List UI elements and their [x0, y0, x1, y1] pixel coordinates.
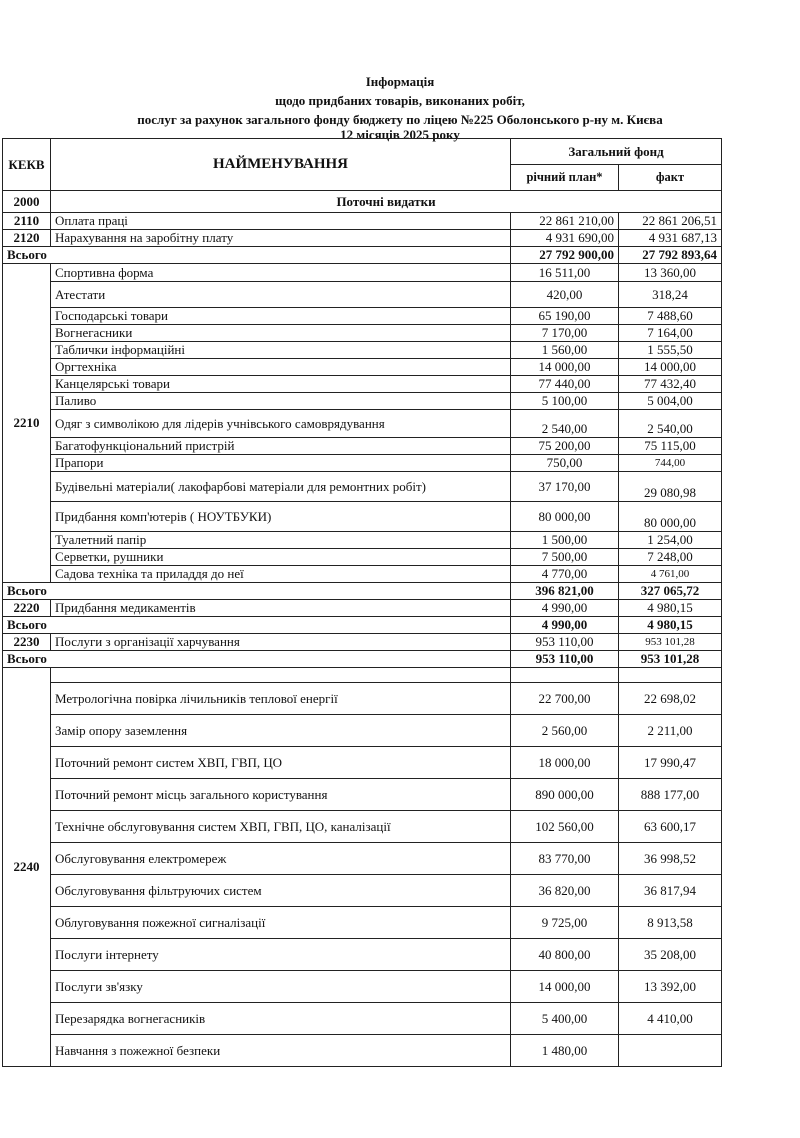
table-body [3, 139, 722, 1067]
table-row [3, 502, 722, 532]
fact-value: 13 360,00 [619, 264, 722, 282]
item-name: Послуги інтернету [51, 939, 511, 971]
fact-value: 5 004,00 [619, 393, 722, 410]
total-row [3, 651, 722, 668]
plan-value: 22 700,00 [511, 683, 619, 715]
heading-line-2: щодо придбаних товарів, виконаних робіт, [275, 93, 525, 108]
table-row [3, 308, 722, 325]
plan-value: 22 861 210,00 [511, 213, 619, 230]
item-name: Будівельні матеріали( лакофарбові матеріали для ремонтних робіт) [51, 472, 511, 502]
item-name: Придбання комп'ютерів ( НОУТБУКИ) [51, 502, 511, 532]
plan-value: 7 500,00 [511, 549, 619, 566]
fact-value: 63 600,17 [619, 811, 722, 843]
plan-value: 102 560,00 [511, 811, 619, 843]
fact-value [619, 668, 722, 683]
fact-value: 17 990,47 [619, 747, 722, 779]
item-name: Спортивна форма [51, 264, 511, 282]
plan-value: 37 170,00 [511, 472, 619, 502]
col-name-header: НАЙМЕНУВАННЯ [51, 139, 511, 191]
item-name: Канцелярські товари [51, 376, 511, 393]
table-row [3, 715, 722, 747]
heading-line-3: послуг за рахунок загального фонду бюджету по ліцею №225 Оболонського р-ну м. Києва [137, 112, 663, 127]
total-row [3, 583, 722, 600]
plan-value: 36 820,00 [511, 875, 619, 907]
total-fact: 4 980,15 [619, 617, 722, 634]
total-plan: 27 792 900,00 [511, 247, 619, 264]
fact-value: 75 115,00 [619, 438, 722, 455]
table-row [3, 325, 722, 342]
item-name: Метрологічна повірка лічильників теплової енергії [51, 683, 511, 715]
table-row [3, 907, 722, 939]
plan-value: 1 500,00 [511, 532, 619, 549]
item-name: Обслуговування фільтруючих систем [51, 875, 511, 907]
plan-value: 14 000,00 [511, 359, 619, 376]
kekv-code: 2120 [3, 230, 51, 247]
plan-value [511, 668, 619, 683]
table-row [3, 282, 722, 308]
total-row [3, 617, 722, 634]
kekv-code: 2110 [3, 213, 51, 230]
document-heading [0, 74, 800, 142]
col-kekv-header: КЕКВ [3, 139, 51, 191]
total-plan: 396 821,00 [511, 583, 619, 600]
table-row [3, 264, 722, 282]
plan-value: 890 000,00 [511, 779, 619, 811]
plan-value: 2 540,00 [511, 410, 619, 438]
section-title: Поточні видатки [51, 191, 722, 213]
fact-value: 2 211,00 [619, 715, 722, 747]
table-row [3, 376, 722, 393]
col-fund-header: Загальний фонд [511, 139, 722, 165]
fact-value: 77 432,40 [619, 376, 722, 393]
plan-value: 750,00 [511, 455, 619, 472]
fact-value: 36 817,94 [619, 875, 722, 907]
item-name: Послуги зв'язку [51, 971, 511, 1003]
plan-value: 65 190,00 [511, 308, 619, 325]
item-name: Багатофункціональний пристрій [51, 438, 511, 455]
item-name: Таблички інформаційні [51, 342, 511, 359]
kekv-code: 2220 [3, 600, 51, 617]
plan-value: 4 931 690,00 [511, 230, 619, 247]
total-fact: 327 065,72 [619, 583, 722, 600]
fact-value: 7 488,60 [619, 308, 722, 325]
item-name: Нарахування на заробітну плату [51, 230, 511, 247]
table-row [3, 532, 722, 549]
kekv-code: 2230 [3, 634, 51, 651]
item-name: Господарські товари [51, 308, 511, 325]
fact-value: 4 980,15 [619, 600, 722, 617]
total-fact: 953 101,28 [619, 651, 722, 668]
table-row [3, 668, 722, 683]
table-row [3, 438, 722, 455]
total-plan: 4 990,00 [511, 617, 619, 634]
plan-value: 420,00 [511, 282, 619, 308]
fact-value: 953 101,28 [619, 634, 722, 651]
kekv-code: 2210 [3, 264, 51, 583]
plan-value: 4 990,00 [511, 600, 619, 617]
item-name: Поточний ремонт місць загального користування [51, 779, 511, 811]
col-fact-header: факт [619, 165, 722, 191]
item-name: Прапори [51, 455, 511, 472]
table-row [3, 875, 722, 907]
table-row [3, 549, 722, 566]
fact-value: 744,00 [619, 455, 722, 472]
table-row [3, 971, 722, 1003]
plan-value: 1 480,00 [511, 1035, 619, 1067]
total-plan: 953 110,00 [511, 651, 619, 668]
fact-value: 1 254,00 [619, 532, 722, 549]
plan-value: 14 000,00 [511, 971, 619, 1003]
item-name: Паливо [51, 393, 511, 410]
item-name: Оплата праці [51, 213, 511, 230]
fact-value: 14 000,00 [619, 359, 722, 376]
fact-value: 22 861 206,51 [619, 213, 722, 230]
plan-value: 5 400,00 [511, 1003, 619, 1035]
item-name: Обслуговування електромереж [51, 843, 511, 875]
item-name: Вогнегасники [51, 325, 511, 342]
heading-line-4: 12 місяців 2025 року [340, 127, 460, 142]
fact-value: 4 410,00 [619, 1003, 722, 1035]
table-row [3, 230, 722, 247]
item-name: Перезарядка вогнегасників [51, 1003, 511, 1035]
plan-value: 80 000,00 [511, 502, 619, 532]
plan-value: 9 725,00 [511, 907, 619, 939]
section-code: 2000 [3, 191, 51, 213]
col-plan-header: річний план* [511, 165, 619, 191]
section-row [3, 191, 722, 213]
item-name: Замір опору заземлення [51, 715, 511, 747]
table-row [3, 359, 722, 376]
fact-value: 4 761,00 [619, 566, 722, 583]
header-row [3, 139, 722, 165]
item-name: Навчання з пожежної безпеки [51, 1035, 511, 1067]
item-name: Туалетний папір [51, 532, 511, 549]
item-name [51, 668, 511, 683]
plan-value: 953 110,00 [511, 634, 619, 651]
item-name: Садова техніка та приладдя до неї [51, 566, 511, 583]
table-row [3, 455, 722, 472]
fact-value: 7 248,00 [619, 549, 722, 566]
item-name: Оргтехніка [51, 359, 511, 376]
table-row [3, 342, 722, 359]
total-label: Всього [3, 651, 511, 668]
table-row [3, 843, 722, 875]
plan-value: 16 511,00 [511, 264, 619, 282]
fact-value: 318,24 [619, 282, 722, 308]
item-name: Придбання медикаментів [51, 600, 511, 617]
fact-value: 22 698,02 [619, 683, 722, 715]
total-fact: 27 792 893,64 [619, 247, 722, 264]
plan-value: 40 800,00 [511, 939, 619, 971]
table-row [3, 634, 722, 651]
fact-value: 1 555,50 [619, 342, 722, 359]
plan-value: 77 440,00 [511, 376, 619, 393]
item-name: Атестати [51, 282, 511, 308]
item-name: Технічне обслуговування систем ХВП, ГВП, ЦО, каналізації [51, 811, 511, 843]
expenditure-table [2, 138, 722, 1067]
plan-value: 18 000,00 [511, 747, 619, 779]
table-row [3, 683, 722, 715]
table-row [3, 1035, 722, 1067]
fact-value: 80 000,00 [619, 502, 722, 532]
fact-value [619, 1035, 722, 1067]
table-row [3, 566, 722, 583]
heading-line-1: Інформація [365, 74, 435, 89]
plan-value: 83 770,00 [511, 843, 619, 875]
item-name: Поточний ремонт систем ХВП, ГВП, ЦО [51, 747, 511, 779]
fact-value: 4 931 687,13 [619, 230, 722, 247]
table-row [3, 472, 722, 502]
table-row [3, 600, 722, 617]
item-name: Одяг з символікою для лідерів учнівського самоврядування [51, 410, 511, 438]
fact-value: 7 164,00 [619, 325, 722, 342]
table-row [3, 747, 722, 779]
item-name: Послуги з організації харчування [51, 634, 511, 651]
total-label: Всього [3, 583, 511, 600]
total-label: Всього [3, 617, 511, 634]
table-row [3, 410, 722, 438]
plan-value: 2 560,00 [511, 715, 619, 747]
plan-value: 1 560,00 [511, 342, 619, 359]
fact-value: 2 540,00 [619, 410, 722, 438]
fact-value: 35 208,00 [619, 939, 722, 971]
item-name: Облуговування пожежної сигналізації [51, 907, 511, 939]
fact-value: 13 392,00 [619, 971, 722, 1003]
fact-value: 29 080,98 [619, 472, 722, 502]
table-row [3, 393, 722, 410]
plan-value: 7 170,00 [511, 325, 619, 342]
table-row [3, 779, 722, 811]
table-row [3, 1003, 722, 1035]
table-row [3, 811, 722, 843]
plan-value: 75 200,00 [511, 438, 619, 455]
fact-value: 36 998,52 [619, 843, 722, 875]
total-row [3, 247, 722, 264]
table-row [3, 939, 722, 971]
fact-value: 888 177,00 [619, 779, 722, 811]
plan-value: 4 770,00 [511, 566, 619, 583]
total-label: Всього [3, 247, 511, 264]
fact-value: 8 913,58 [619, 907, 722, 939]
table-row [3, 213, 722, 230]
plan-value: 5 100,00 [511, 393, 619, 410]
kekv-code: 2240 [3, 668, 51, 1067]
item-name: Серветки, рушники [51, 549, 511, 566]
